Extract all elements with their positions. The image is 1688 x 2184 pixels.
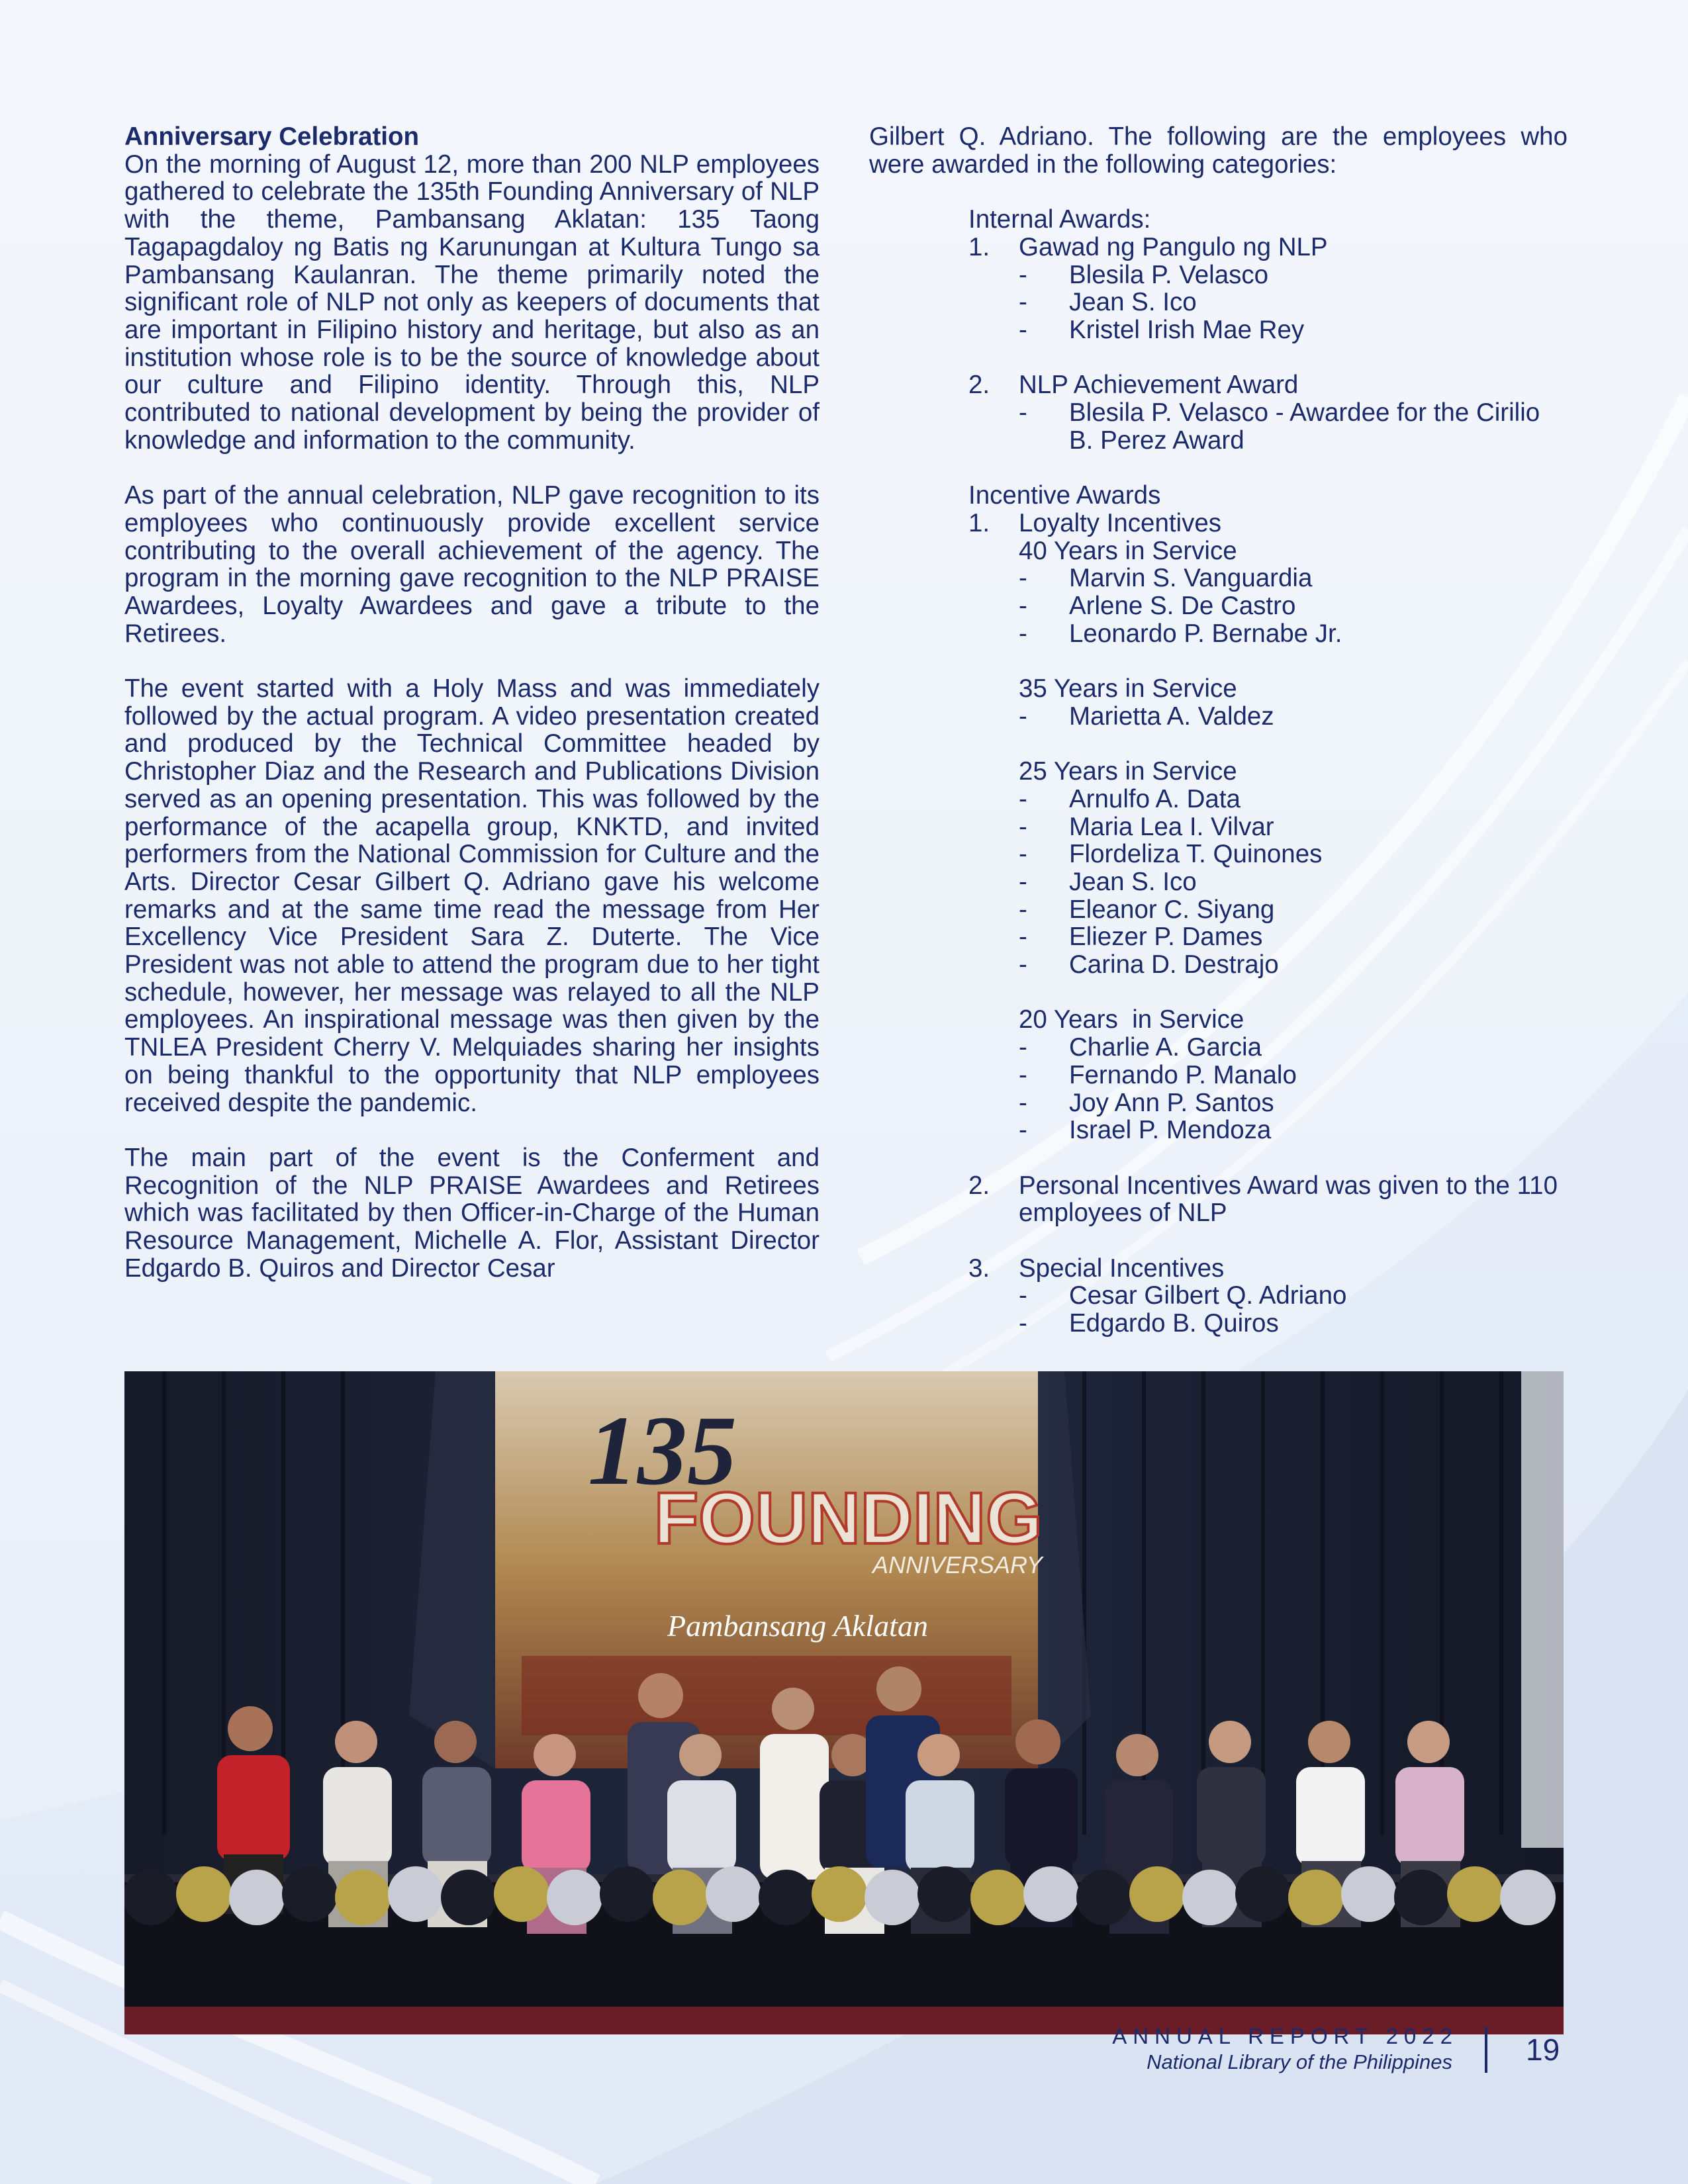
awardee-item xyxy=(1019,261,1568,289)
award-category xyxy=(968,1255,1568,1283)
awardee-name: Eleanor C. Siyang xyxy=(1069,895,1275,924)
dash-bullet: - xyxy=(1019,1060,1027,1089)
awardee-name: Arlene S. De Castro xyxy=(1069,591,1296,620)
event-photo xyxy=(124,1371,1564,2034)
article-right-column xyxy=(869,123,1568,1338)
award-category-label: Personal Incentives Award was given to the 110 employees of NLP xyxy=(1019,1171,1558,1228)
awardee-name: Blesila P. Velasco xyxy=(1069,260,1269,289)
awardee-item xyxy=(1019,1062,1568,1089)
dash-bullet: - xyxy=(1019,867,1027,896)
awardee-item xyxy=(1019,1282,1568,1310)
backdrop-subtitle: ANNIVERSARY xyxy=(872,1551,1043,1578)
article-heading: Anniversary Celebration xyxy=(124,122,420,151)
dash-bullet: - xyxy=(1019,564,1027,593)
awards-list xyxy=(968,206,1568,1338)
awardee-item xyxy=(1019,592,1568,620)
footer-divider xyxy=(1485,2026,1487,2073)
event-photo-illustration xyxy=(124,1371,1564,2034)
awardee-name: Jean S. Ico xyxy=(1069,867,1197,896)
dash-bullet: - xyxy=(1019,1116,1027,1145)
article-paragraph: As part of the annual celebration, NLP gave recognition to its employees who continuously provide excellent service contributing to the overall achievement of the agency. The program in the morning gave recognition to the NLP PRAISE Awardees, Loyalty Awardees and gave a tribute to the Retirees. xyxy=(124,481,820,648)
dash-bullet: - xyxy=(1019,288,1027,317)
award-category-label: Loyalty Incentives xyxy=(1019,508,1222,537)
award-category-label: NLP Achievement Award xyxy=(1019,371,1299,400)
awardee-name: Edgardo B. Quiros xyxy=(1069,1309,1279,1338)
dash-bullet: - xyxy=(1019,1088,1027,1117)
awardee-name: Charlie A. Garcia xyxy=(1069,1033,1262,1062)
dash-bullet: - xyxy=(1019,812,1027,841)
awardee-item xyxy=(1019,896,1568,924)
award-category xyxy=(968,510,1568,537)
awardee-name: Carina D. Destrajo xyxy=(1069,950,1279,979)
list-number: 1. xyxy=(968,232,990,261)
list-number: 3. xyxy=(968,1253,990,1283)
awardee-item xyxy=(1019,1034,1568,1062)
awardee-item xyxy=(1019,399,1568,454)
awardee-item xyxy=(1019,841,1568,868)
awardee-name: Blesila P. Velasco - Awardee for the Cirilio B. Perez Award xyxy=(1069,398,1540,455)
awardee-name: Maria Lea I. Vilvar xyxy=(1069,812,1274,841)
awardee-name: Flordeliza T. Quinones xyxy=(1069,840,1323,869)
dash-bullet: - xyxy=(1019,591,1027,620)
dash-bullet: - xyxy=(1019,702,1027,731)
dash-bullet: - xyxy=(1019,784,1027,813)
article-paragraph: The main part of the event is the Conferment and Recognition of the NLP PRAISE Awardees and Retirees which was facilitated by then Officer-in-Charge of the Human Resource Management, Michelle A. Flor, Assistant Director Edgardo B. Quiros and Director Cesar xyxy=(124,1143,820,1283)
awardee-item xyxy=(1019,868,1568,896)
awardee-item xyxy=(1019,786,1568,813)
backdrop-theme: Pambansang Aklatan xyxy=(667,1609,928,1643)
awardee-name: Eliezer P. Dames xyxy=(1069,923,1263,952)
awardee-name: Joy Ann P. Santos xyxy=(1069,1088,1274,1117)
dash-bullet: - xyxy=(1019,260,1027,289)
dash-bullet: - xyxy=(1019,1281,1027,1310)
awardee-item xyxy=(1019,703,1568,731)
service-years-label: 20 Years in Service xyxy=(1019,1005,1244,1034)
dash-bullet: - xyxy=(1019,1309,1027,1338)
awardee-name: Marietta A. Valdez xyxy=(1069,702,1274,731)
awardee-name: Cesar Gilbert Q. Adriano xyxy=(1069,1281,1347,1310)
award-category xyxy=(968,234,1568,261)
dash-bullet: - xyxy=(1019,950,1027,979)
dash-bullet: - xyxy=(1019,398,1027,427)
list-number: 2. xyxy=(968,371,990,400)
dash-bullet: - xyxy=(1019,840,1027,869)
awardee-item xyxy=(1019,1089,1568,1117)
awardee-name: Kristel Irish Mae Rey xyxy=(1069,315,1305,344)
dash-bullet: - xyxy=(1019,1033,1027,1062)
awardee-item xyxy=(1019,1310,1568,1338)
service-years-label: 40 Years in Service xyxy=(1019,536,1237,565)
service-years-label: 35 Years in Service xyxy=(1019,674,1237,703)
award-category-label: Gawad ng Pangulo ng NLP xyxy=(1019,232,1328,261)
awardee-name: Leonardo P. Bernabe Jr. xyxy=(1069,619,1342,648)
dash-bullet: - xyxy=(1019,619,1027,648)
backdrop-number: 135 xyxy=(588,1396,737,1506)
awardee-item xyxy=(1019,813,1568,841)
award-category xyxy=(968,371,1568,399)
awardee-item xyxy=(1019,923,1568,951)
incentive-awards-title: Incentive Awards xyxy=(968,481,1161,510)
awardee-name: Israel P. Mendoza xyxy=(1069,1116,1272,1145)
awardee-item xyxy=(1019,1116,1568,1144)
awardee-item xyxy=(1019,620,1568,648)
award-category-label: Special Incentives xyxy=(1019,1253,1225,1283)
awardee-name: Fernando P. Manalo xyxy=(1069,1060,1297,1089)
awardee-item xyxy=(1019,289,1568,316)
article-paragraph: The event started with a Holy Mass and was immediately followed by the actual program. A video presentation created and produced by the Technical Committee headed by Christopher Diaz and the Research and Publications Division served as an opening presentation. This was followed by the performance of the acapella group, KNKTD, and invited performers from the National Commission for Culture and the Arts. Director Cesar Gilbert Q. Adriano gave his welcome remarks and at the same time read the message from Her Excellency Vice President Sara Z. Duterte. The Vice President was not able to attend the program due to her tight schedule, however, her message was relayed to all the NLP employees. An inspirational message was then given by the TNLEA President Cherry V. Melquiades sharing her insights on being thankful to the opportunity that NLP employees received despite the pandemic. xyxy=(124,674,820,1117)
awardee-name: Jean S. Ico xyxy=(1069,288,1197,317)
awardee-item xyxy=(1019,316,1568,344)
report-title: ANNUAL REPORT 2022 xyxy=(1112,2024,1458,2048)
list-number: 1. xyxy=(968,508,990,537)
awardee-item xyxy=(1019,951,1568,979)
article-continuation: Gilbert Q. Adriano. The following are the employees who were awarded in the following categories: xyxy=(869,122,1568,179)
article-paragraph: On the morning of August 12, more than 200 NLP employees gathered to celebrate the 135th Founding Anniversary of NLP with the theme, Pambansang Aklatan: 135 Taong Tagapagdaloy ng Batis ng Karunungan at Kultura Tungo sa Pambansang Kaulanran. The theme primarily noted the significant role of NLP not only as keepers of documents that are important in Filipino history and heritage, but also as an institution whose role is to be the source of knowledge about our culture and Filipino identity. Through this, NLP contributed to national development by being the provider of knowledge and information to the community. xyxy=(124,150,820,455)
organization-name: National Library of the Philippines xyxy=(1147,2050,1452,2073)
page-footer xyxy=(0,2024,1688,2103)
list-number: 2. xyxy=(968,1171,990,1200)
award-category xyxy=(968,1172,1568,1227)
article-left-column xyxy=(124,123,820,1282)
dash-bullet: - xyxy=(1019,923,1027,952)
awardee-item xyxy=(1019,565,1568,592)
awardee-name: Arnulfo A. Data xyxy=(1069,784,1241,813)
service-years-label: 25 Years in Service xyxy=(1019,757,1237,786)
internal-awards-title: Internal Awards: xyxy=(968,205,1151,234)
page-number: 19 xyxy=(1526,2032,1560,2067)
awardee-name: Marvin S. Vanguardia xyxy=(1069,564,1313,593)
dash-bullet: - xyxy=(1019,895,1027,924)
backdrop-title: FOUNDING xyxy=(654,1478,1043,1559)
dash-bullet: - xyxy=(1019,315,1027,344)
